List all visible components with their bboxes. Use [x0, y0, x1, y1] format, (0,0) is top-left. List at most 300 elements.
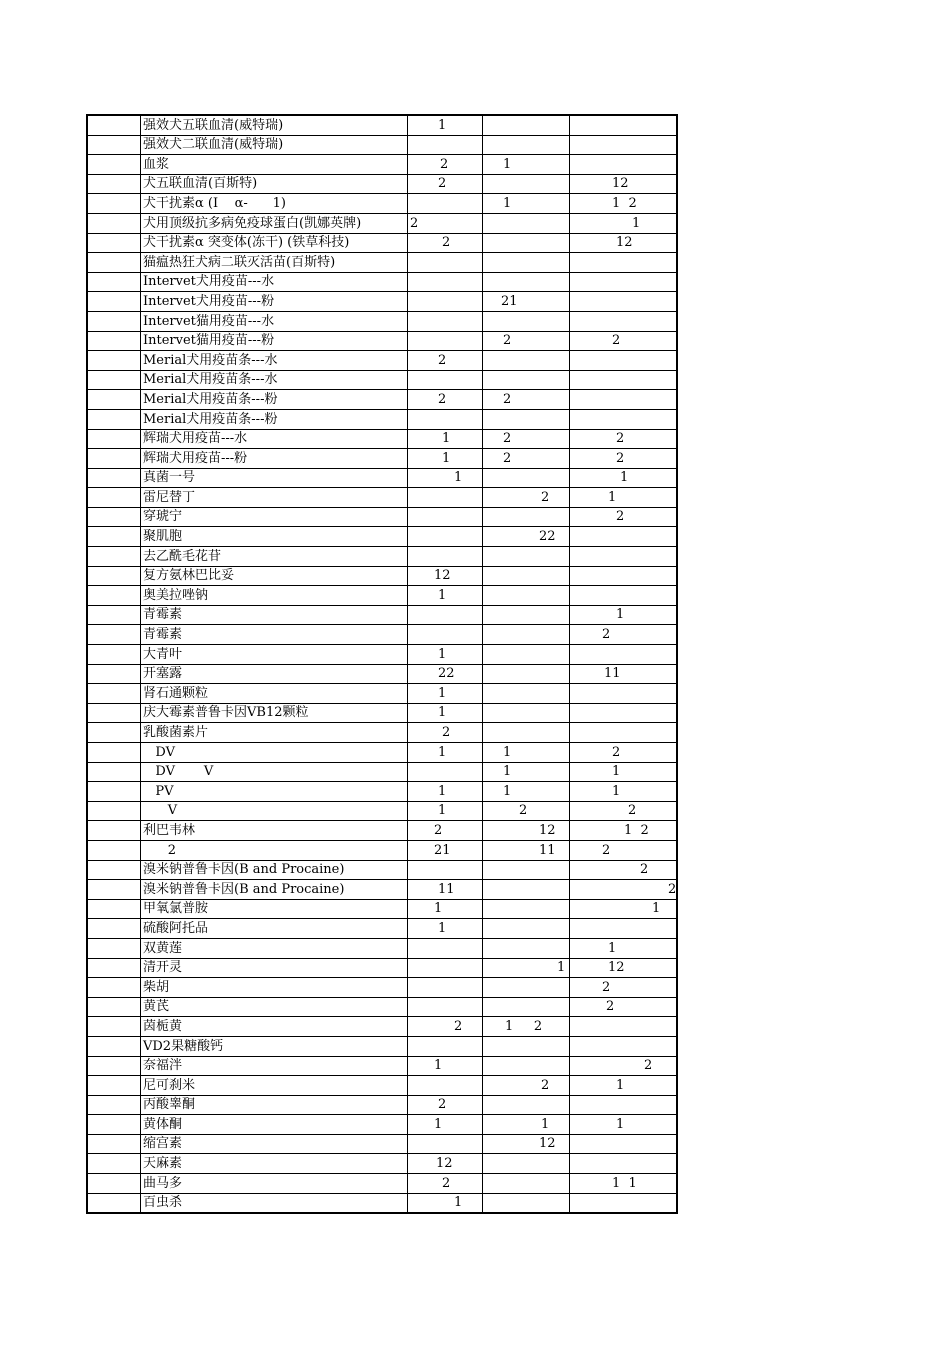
drug-name-cell[interactable]	[141, 311, 408, 331]
row-index-cell[interactable]	[87, 253, 141, 273]
quantity-cell-c4[interactable]	[570, 507, 678, 527]
quantity-cell-c3[interactable]	[483, 1076, 570, 1096]
drug-name-cell[interactable]	[141, 547, 408, 567]
quantity-cell-c2[interactable]	[408, 840, 483, 860]
row-index-cell[interactable]	[87, 1154, 141, 1174]
quantity-cell-c3[interactable]	[483, 1154, 570, 1174]
quantity-cell-c4[interactable]	[570, 860, 678, 880]
drug-name-cell[interactable]	[141, 801, 408, 821]
drug-name-cell[interactable]	[141, 919, 408, 939]
row-index-cell[interactable]	[87, 390, 141, 410]
quantity-cell-c3[interactable]	[483, 331, 570, 351]
quantity-cell-c2[interactable]	[408, 958, 483, 978]
quantity-cell-c2[interactable]	[408, 566, 483, 586]
quantity-cell-c4[interactable]	[570, 840, 678, 860]
quantity-cell-c2[interactable]	[408, 1036, 483, 1056]
quantity-cell-c2[interactable]	[408, 1174, 483, 1194]
quantity-cell-c2[interactable]	[408, 723, 483, 743]
quantity-cell-c2[interactable]	[408, 409, 483, 429]
drug-name-cell[interactable]	[141, 978, 408, 998]
quantity-cell-c4[interactable]	[570, 684, 678, 704]
drug-name-cell[interactable]	[141, 1134, 408, 1154]
quantity-cell-c4[interactable]	[570, 390, 678, 410]
table-row	[87, 1115, 677, 1135]
drug-name-cell[interactable]	[141, 292, 408, 312]
drug-name-cell[interactable]	[141, 860, 408, 880]
row-index-cell[interactable]	[87, 233, 141, 253]
quantity-cell-c2[interactable]	[408, 1154, 483, 1174]
quantity-cell-c2[interactable]	[408, 1076, 483, 1096]
drug-name-cell[interactable]	[141, 194, 408, 214]
quantity-cell-c3[interactable]	[483, 507, 570, 527]
quantity-cell-c2[interactable]	[408, 429, 483, 449]
quantity-cell-c3[interactable]	[483, 155, 570, 175]
quantity-cell-c3[interactable]	[483, 1095, 570, 1115]
quantity-cell-c4[interactable]	[570, 899, 678, 919]
drug-name-cell[interactable]	[141, 743, 408, 763]
quantity-value: 2	[410, 215, 419, 231]
row-index-cell[interactable]	[87, 1193, 141, 1213]
quantity-cell-c3[interactable]	[483, 527, 570, 547]
quantity-cell-c2[interactable]	[408, 821, 483, 841]
drug-name-cell[interactable]	[141, 351, 408, 371]
quantity-cell-c4[interactable]	[570, 331, 678, 351]
quantity-cell-c3[interactable]	[483, 703, 570, 723]
row-index-cell[interactable]	[87, 135, 141, 155]
row-index-cell[interactable]	[87, 488, 141, 508]
row-index-cell[interactable]	[87, 507, 141, 527]
drug-name-cell[interactable]	[141, 880, 408, 900]
drug-name-cell[interactable]	[141, 1193, 408, 1213]
quantity-cell-c2[interactable]	[408, 351, 483, 371]
table-row	[87, 390, 677, 410]
row-index-cell[interactable]	[87, 938, 141, 958]
quantity-cell-c2[interactable]	[408, 390, 483, 410]
row-index-cell[interactable]	[87, 880, 141, 900]
row-index-cell[interactable]	[87, 292, 141, 312]
quantity-value: 1	[442, 450, 451, 466]
quantity-cell-c2[interactable]	[408, 860, 483, 880]
quantity-cell-c3[interactable]	[483, 762, 570, 782]
quantity-cell-c3[interactable]	[483, 743, 570, 763]
drug-name-cell[interactable]	[141, 586, 408, 606]
row-index-cell[interactable]	[87, 1036, 141, 1056]
row-index-cell[interactable]	[87, 860, 141, 880]
row-index-cell[interactable]	[87, 625, 141, 645]
quantity-cell-c2[interactable]	[408, 801, 483, 821]
drug-name-cell[interactable]	[141, 664, 408, 684]
drug-name: 穿琥宁	[143, 509, 183, 525]
quantity-cell-c2[interactable]	[408, 272, 483, 292]
quantity-cell-c3[interactable]	[483, 821, 570, 841]
quantity-cell-c3[interactable]	[483, 801, 570, 821]
table-row	[87, 743, 677, 763]
row-index-cell[interactable]	[87, 1056, 141, 1076]
quantity-cell-c3[interactable]	[483, 488, 570, 508]
quantity-cell-c4[interactable]	[570, 938, 678, 958]
quantity-cell-c3[interactable]	[483, 586, 570, 606]
quantity-cell-c2[interactable]	[408, 488, 483, 508]
quantity-cell-c4[interactable]	[570, 547, 678, 567]
drug-name-cell[interactable]	[141, 840, 408, 860]
quantity-cell-c2[interactable]	[408, 115, 483, 135]
drug-name-cell[interactable]	[141, 1154, 408, 1174]
quantity-cell-c4[interactable]	[570, 743, 678, 763]
quantity-value: 2	[602, 842, 611, 858]
quantity-cell-c3[interactable]	[483, 1056, 570, 1076]
drug-name-cell[interactable]	[141, 1076, 408, 1096]
quantity-cell-c4[interactable]	[570, 1134, 678, 1154]
table-row	[87, 468, 677, 488]
row-index-cell[interactable]	[87, 997, 141, 1017]
drug-name-cell[interactable]	[141, 253, 408, 273]
quantity-cell-c3[interactable]	[483, 135, 570, 155]
quantity-cell-c4[interactable]	[570, 1193, 678, 1213]
quantity-cell-c2[interactable]	[408, 880, 483, 900]
row-index-cell[interactable]	[87, 547, 141, 567]
quantity-cell-c3[interactable]	[483, 390, 570, 410]
row-index-cell[interactable]	[87, 468, 141, 488]
quantity-cell-c3[interactable]	[483, 213, 570, 233]
drug-name-cell[interactable]	[141, 684, 408, 704]
quantity-cell-c3[interactable]	[483, 664, 570, 684]
quantity-cell-c3[interactable]	[483, 1193, 570, 1213]
quantity-cell-c2[interactable]	[408, 1193, 483, 1213]
drug-name-cell[interactable]	[141, 782, 408, 802]
quantity-cell-c4[interactable]	[570, 723, 678, 743]
row-index-cell[interactable]	[87, 527, 141, 547]
quantity-cell-c4[interactable]	[570, 605, 678, 625]
quantity-cell-c3[interactable]	[483, 449, 570, 469]
drug-name: 犬五联血清(百斯特)	[143, 176, 258, 192]
quantity-cell-c2[interactable]	[408, 194, 483, 214]
drug-name-cell[interactable]	[141, 135, 408, 155]
row-index-cell[interactable]	[87, 331, 141, 351]
row-index-cell[interactable]	[87, 840, 141, 860]
quantity-cell-c3[interactable]	[483, 880, 570, 900]
quantity-cell-c2[interactable]	[408, 135, 483, 155]
quantity-value: 2	[440, 156, 449, 172]
drug-name-cell[interactable]	[141, 468, 408, 488]
quantity-cell-c4[interactable]	[570, 997, 678, 1017]
table-row	[87, 488, 677, 508]
row-index-cell[interactable]	[87, 174, 141, 194]
row-index-cell[interactable]	[87, 155, 141, 175]
quantity-cell-c4[interactable]	[570, 429, 678, 449]
quantity-cell-c4[interactable]	[570, 1115, 678, 1135]
table-row	[87, 762, 677, 782]
row-index-cell[interactable]	[87, 409, 141, 429]
row-index-cell[interactable]	[87, 782, 141, 802]
quantity-cell-c4[interactable]	[570, 272, 678, 292]
drug-name-cell[interactable]	[141, 1174, 408, 1194]
quantity-value: 1	[438, 646, 447, 662]
quantity-cell-c4[interactable]	[570, 135, 678, 155]
quantity-cell-c2[interactable]	[408, 527, 483, 547]
row-index-cell[interactable]	[87, 194, 141, 214]
quantity-cell-c4[interactable]	[570, 1174, 678, 1194]
quantity-cell-c4[interactable]	[570, 645, 678, 665]
quantity-cell-c2[interactable]	[408, 331, 483, 351]
drug-name-cell[interactable]	[141, 1017, 408, 1037]
drug-name-cell[interactable]	[141, 507, 408, 527]
quantity-cell-c2[interactable]	[408, 174, 483, 194]
quantity-cell-c3[interactable]	[483, 919, 570, 939]
drug-name-cell[interactable]	[141, 331, 408, 351]
row-index-cell[interactable]	[87, 1017, 141, 1037]
quantity-cell-c2[interactable]	[408, 978, 483, 998]
quantity-cell-c4[interactable]	[570, 351, 678, 371]
quantity-cell-c2[interactable]	[408, 292, 483, 312]
row-index-cell[interactable]	[87, 645, 141, 665]
row-index-cell[interactable]	[87, 1115, 141, 1135]
quantity-cell-c2[interactable]	[408, 919, 483, 939]
row-index-cell[interactable]	[87, 762, 141, 782]
quantity-cell-c4[interactable]	[570, 625, 678, 645]
row-index-cell[interactable]	[87, 586, 141, 606]
quantity-cell-c3[interactable]	[483, 174, 570, 194]
drug-name-cell[interactable]	[141, 1036, 408, 1056]
quantity-cell-c4[interactable]	[570, 233, 678, 253]
quantity-cell-c4[interactable]	[570, 1095, 678, 1115]
drug-name-cell[interactable]	[141, 213, 408, 233]
quantity-cell-c3[interactable]	[483, 1036, 570, 1056]
quantity-cell-c4[interactable]	[570, 782, 678, 802]
quantity-cell-c2[interactable]	[408, 743, 483, 763]
table-row	[87, 782, 677, 802]
drug-name-cell[interactable]	[141, 938, 408, 958]
row-index-cell[interactable]	[87, 723, 141, 743]
quantity-cell-c4[interactable]	[570, 566, 678, 586]
drug-name-cell[interactable]	[141, 997, 408, 1017]
row-index-cell[interactable]	[87, 115, 141, 135]
quantity-cell-c4[interactable]	[570, 409, 678, 429]
quantity-cell-c4[interactable]	[570, 253, 678, 273]
drug-name-cell[interactable]	[141, 821, 408, 841]
quantity-cell-c2[interactable]	[408, 449, 483, 469]
drug-name-cell[interactable]	[141, 174, 408, 194]
quantity-cell-c4[interactable]	[570, 311, 678, 331]
quantity-cell-c3[interactable]	[483, 860, 570, 880]
quantity-cell-c3[interactable]	[483, 625, 570, 645]
quantity-cell-c2[interactable]	[408, 605, 483, 625]
quantity-cell-c2[interactable]	[408, 899, 483, 919]
drug-name-cell[interactable]	[141, 703, 408, 723]
quantity-cell-c4[interactable]	[570, 174, 678, 194]
quantity-cell-c3[interactable]	[483, 468, 570, 488]
row-index-cell[interactable]	[87, 1174, 141, 1194]
quantity-cell-c2[interactable]	[408, 1095, 483, 1115]
row-index-cell[interactable]	[87, 449, 141, 469]
quantity-cell-c4[interactable]	[570, 1076, 678, 1096]
quantity-cell-c3[interactable]	[483, 1134, 570, 1154]
drug-name-cell[interactable]	[141, 1115, 408, 1135]
quantity-cell-c2[interactable]	[408, 468, 483, 488]
row-index-cell[interactable]	[87, 743, 141, 763]
quantity-cell-c2[interactable]	[408, 155, 483, 175]
quantity-cell-c2[interactable]	[408, 311, 483, 331]
row-index-cell[interactable]	[87, 801, 141, 821]
quantity-cell-c4[interactable]	[570, 1017, 678, 1037]
row-index-cell[interactable]	[87, 605, 141, 625]
quantity-cell-c2[interactable]	[408, 253, 483, 273]
quantity-cell-c3[interactable]	[483, 194, 570, 214]
quantity-cell-c3[interactable]	[483, 253, 570, 273]
quantity-cell-c3[interactable]	[483, 272, 570, 292]
quantity-cell-c3[interactable]	[483, 233, 570, 253]
quantity-cell-c2[interactable]	[408, 586, 483, 606]
quantity-cell-c4[interactable]	[570, 1154, 678, 1174]
quantity-cell-c3[interactable]	[483, 351, 570, 371]
drug-name-cell[interactable]	[141, 390, 408, 410]
quantity-cell-c2[interactable]	[408, 1017, 483, 1037]
quantity-cell-c4[interactable]	[570, 919, 678, 939]
quantity-cell-c4[interactable]	[570, 1036, 678, 1056]
row-index-cell[interactable]	[87, 821, 141, 841]
quantity-cell-c4[interactable]	[570, 586, 678, 606]
drug-name-cell[interactable]	[141, 115, 408, 135]
drug-name-cell[interactable]	[141, 723, 408, 743]
drug-name-cell[interactable]	[141, 429, 408, 449]
drug-name-cell[interactable]	[141, 233, 408, 253]
drug-name-cell[interactable]	[141, 625, 408, 645]
quantity-cell-c2[interactable]	[408, 664, 483, 684]
quantity-cell-c3[interactable]	[483, 429, 570, 449]
quantity-cell-c2[interactable]	[408, 703, 483, 723]
quantity-cell-c3[interactable]	[483, 409, 570, 429]
drug-name-cell[interactable]	[141, 449, 408, 469]
quantity-cell-c3[interactable]	[483, 938, 570, 958]
quantity-cell-c4[interactable]	[570, 821, 678, 841]
drug-name-cell[interactable]	[141, 272, 408, 292]
quantity-cell-c3[interactable]	[483, 292, 570, 312]
quantity-cell-c2[interactable]	[408, 1115, 483, 1135]
row-index-cell[interactable]	[87, 272, 141, 292]
row-index-cell[interactable]	[87, 370, 141, 390]
quantity-cell-c3[interactable]	[483, 997, 570, 1017]
table-row	[87, 370, 677, 390]
drug-name-cell[interactable]	[141, 527, 408, 547]
quantity-cell-c2[interactable]	[408, 762, 483, 782]
quantity-cell-c2[interactable]	[408, 547, 483, 567]
row-index-cell[interactable]	[87, 958, 141, 978]
row-index-cell[interactable]	[87, 1076, 141, 1096]
drug-name-cell[interactable]	[141, 762, 408, 782]
quantity-cell-c2[interactable]	[408, 213, 483, 233]
quantity-cell-c3[interactable]	[483, 978, 570, 998]
quantity-cell-c4[interactable]	[570, 370, 678, 390]
quantity-cell-c4[interactable]	[570, 762, 678, 782]
quantity-cell-c4[interactable]	[570, 703, 678, 723]
quantity-cell-c2[interactable]	[408, 370, 483, 390]
quantity-cell-c4[interactable]	[570, 801, 678, 821]
quantity-cell-c2[interactable]	[408, 507, 483, 527]
drug-name-cell[interactable]	[141, 488, 408, 508]
drug-name-cell[interactable]	[141, 370, 408, 390]
drug-name-cell[interactable]	[141, 409, 408, 429]
drug-name-cell[interactable]	[141, 605, 408, 625]
quantity-cell-c4[interactable]	[570, 194, 678, 214]
drug-name-cell[interactable]	[141, 1095, 408, 1115]
quantity-cell-c2[interactable]	[408, 782, 483, 802]
quantity-cell-c3[interactable]	[483, 645, 570, 665]
quantity-cell-c4[interactable]	[570, 978, 678, 998]
quantity-cell-c3[interactable]	[483, 958, 570, 978]
drug-name-cell[interactable]	[141, 899, 408, 919]
row-index-cell[interactable]	[87, 429, 141, 449]
quantity-value: 12	[612, 176, 629, 192]
row-index-cell[interactable]	[87, 703, 141, 723]
quantity-cell-c3[interactable]	[483, 840, 570, 860]
quantity-cell-c3[interactable]	[483, 723, 570, 743]
quantity-cell-c4[interactable]	[570, 958, 678, 978]
quantity-cell-c4[interactable]	[570, 449, 678, 469]
quantity-cell-c4[interactable]	[570, 880, 678, 900]
row-index-cell[interactable]	[87, 1095, 141, 1115]
row-index-cell[interactable]	[87, 213, 141, 233]
quantity-cell-c2[interactable]	[408, 1134, 483, 1154]
quantity-cell-c3[interactable]	[483, 899, 570, 919]
row-index-cell[interactable]	[87, 566, 141, 586]
drug-name-cell[interactable]	[141, 1056, 408, 1076]
quantity-cell-c3[interactable]	[483, 1115, 570, 1135]
quantity-cell-c3[interactable]	[483, 605, 570, 625]
table-row	[87, 919, 677, 939]
quantity-value: 2	[442, 1175, 451, 1191]
quantity-cell-c3[interactable]	[483, 684, 570, 704]
quantity-cell-c4[interactable]	[570, 1056, 678, 1076]
quantity-cell-c3[interactable]	[483, 115, 570, 135]
row-index-cell[interactable]	[87, 684, 141, 704]
quantity-cell-c3[interactable]	[483, 1017, 570, 1037]
quantity-cell-c2[interactable]	[408, 1056, 483, 1076]
quantity-cell-c3[interactable]	[483, 1174, 570, 1194]
drug-name-cell[interactable]	[141, 155, 408, 175]
quantity-cell-c4[interactable]	[570, 115, 678, 135]
quantity-cell-c2[interactable]	[408, 997, 483, 1017]
drug-name-cell[interactable]	[141, 566, 408, 586]
quantity-cell-c2[interactable]	[408, 645, 483, 665]
quantity-cell-c4[interactable]	[570, 527, 678, 547]
quantity-cell-c2[interactable]	[408, 938, 483, 958]
drug-name-cell[interactable]	[141, 645, 408, 665]
drug-name: 青霉素	[143, 627, 183, 643]
row-index-cell[interactable]	[87, 919, 141, 939]
quantity-cell-c3[interactable]	[483, 370, 570, 390]
quantity-cell-c4[interactable]	[570, 468, 678, 488]
row-index-cell[interactable]	[87, 664, 141, 684]
row-index-cell[interactable]	[87, 311, 141, 331]
drug-name-cell[interactable]	[141, 958, 408, 978]
quantity-cell-c2[interactable]	[408, 684, 483, 704]
row-index-cell[interactable]	[87, 351, 141, 371]
quantity-cell-c3[interactable]	[483, 782, 570, 802]
table-row	[87, 311, 677, 331]
quantity-cell-c4[interactable]	[570, 488, 678, 508]
quantity-cell-c2[interactable]	[408, 625, 483, 645]
quantity-cell-c4[interactable]	[570, 213, 678, 233]
quantity-cell-c3[interactable]	[483, 566, 570, 586]
quantity-cell-c3[interactable]	[483, 311, 570, 331]
quantity-cell-c4[interactable]	[570, 292, 678, 312]
quantity-cell-c4[interactable]	[570, 155, 678, 175]
quantity-cell-c4[interactable]	[570, 664, 678, 684]
row-index-cell[interactable]	[87, 899, 141, 919]
row-index-cell[interactable]	[87, 1134, 141, 1154]
row-index-cell[interactable]	[87, 978, 141, 998]
quantity-cell-c3[interactable]	[483, 547, 570, 567]
quantity-cell-c2[interactable]	[408, 233, 483, 253]
